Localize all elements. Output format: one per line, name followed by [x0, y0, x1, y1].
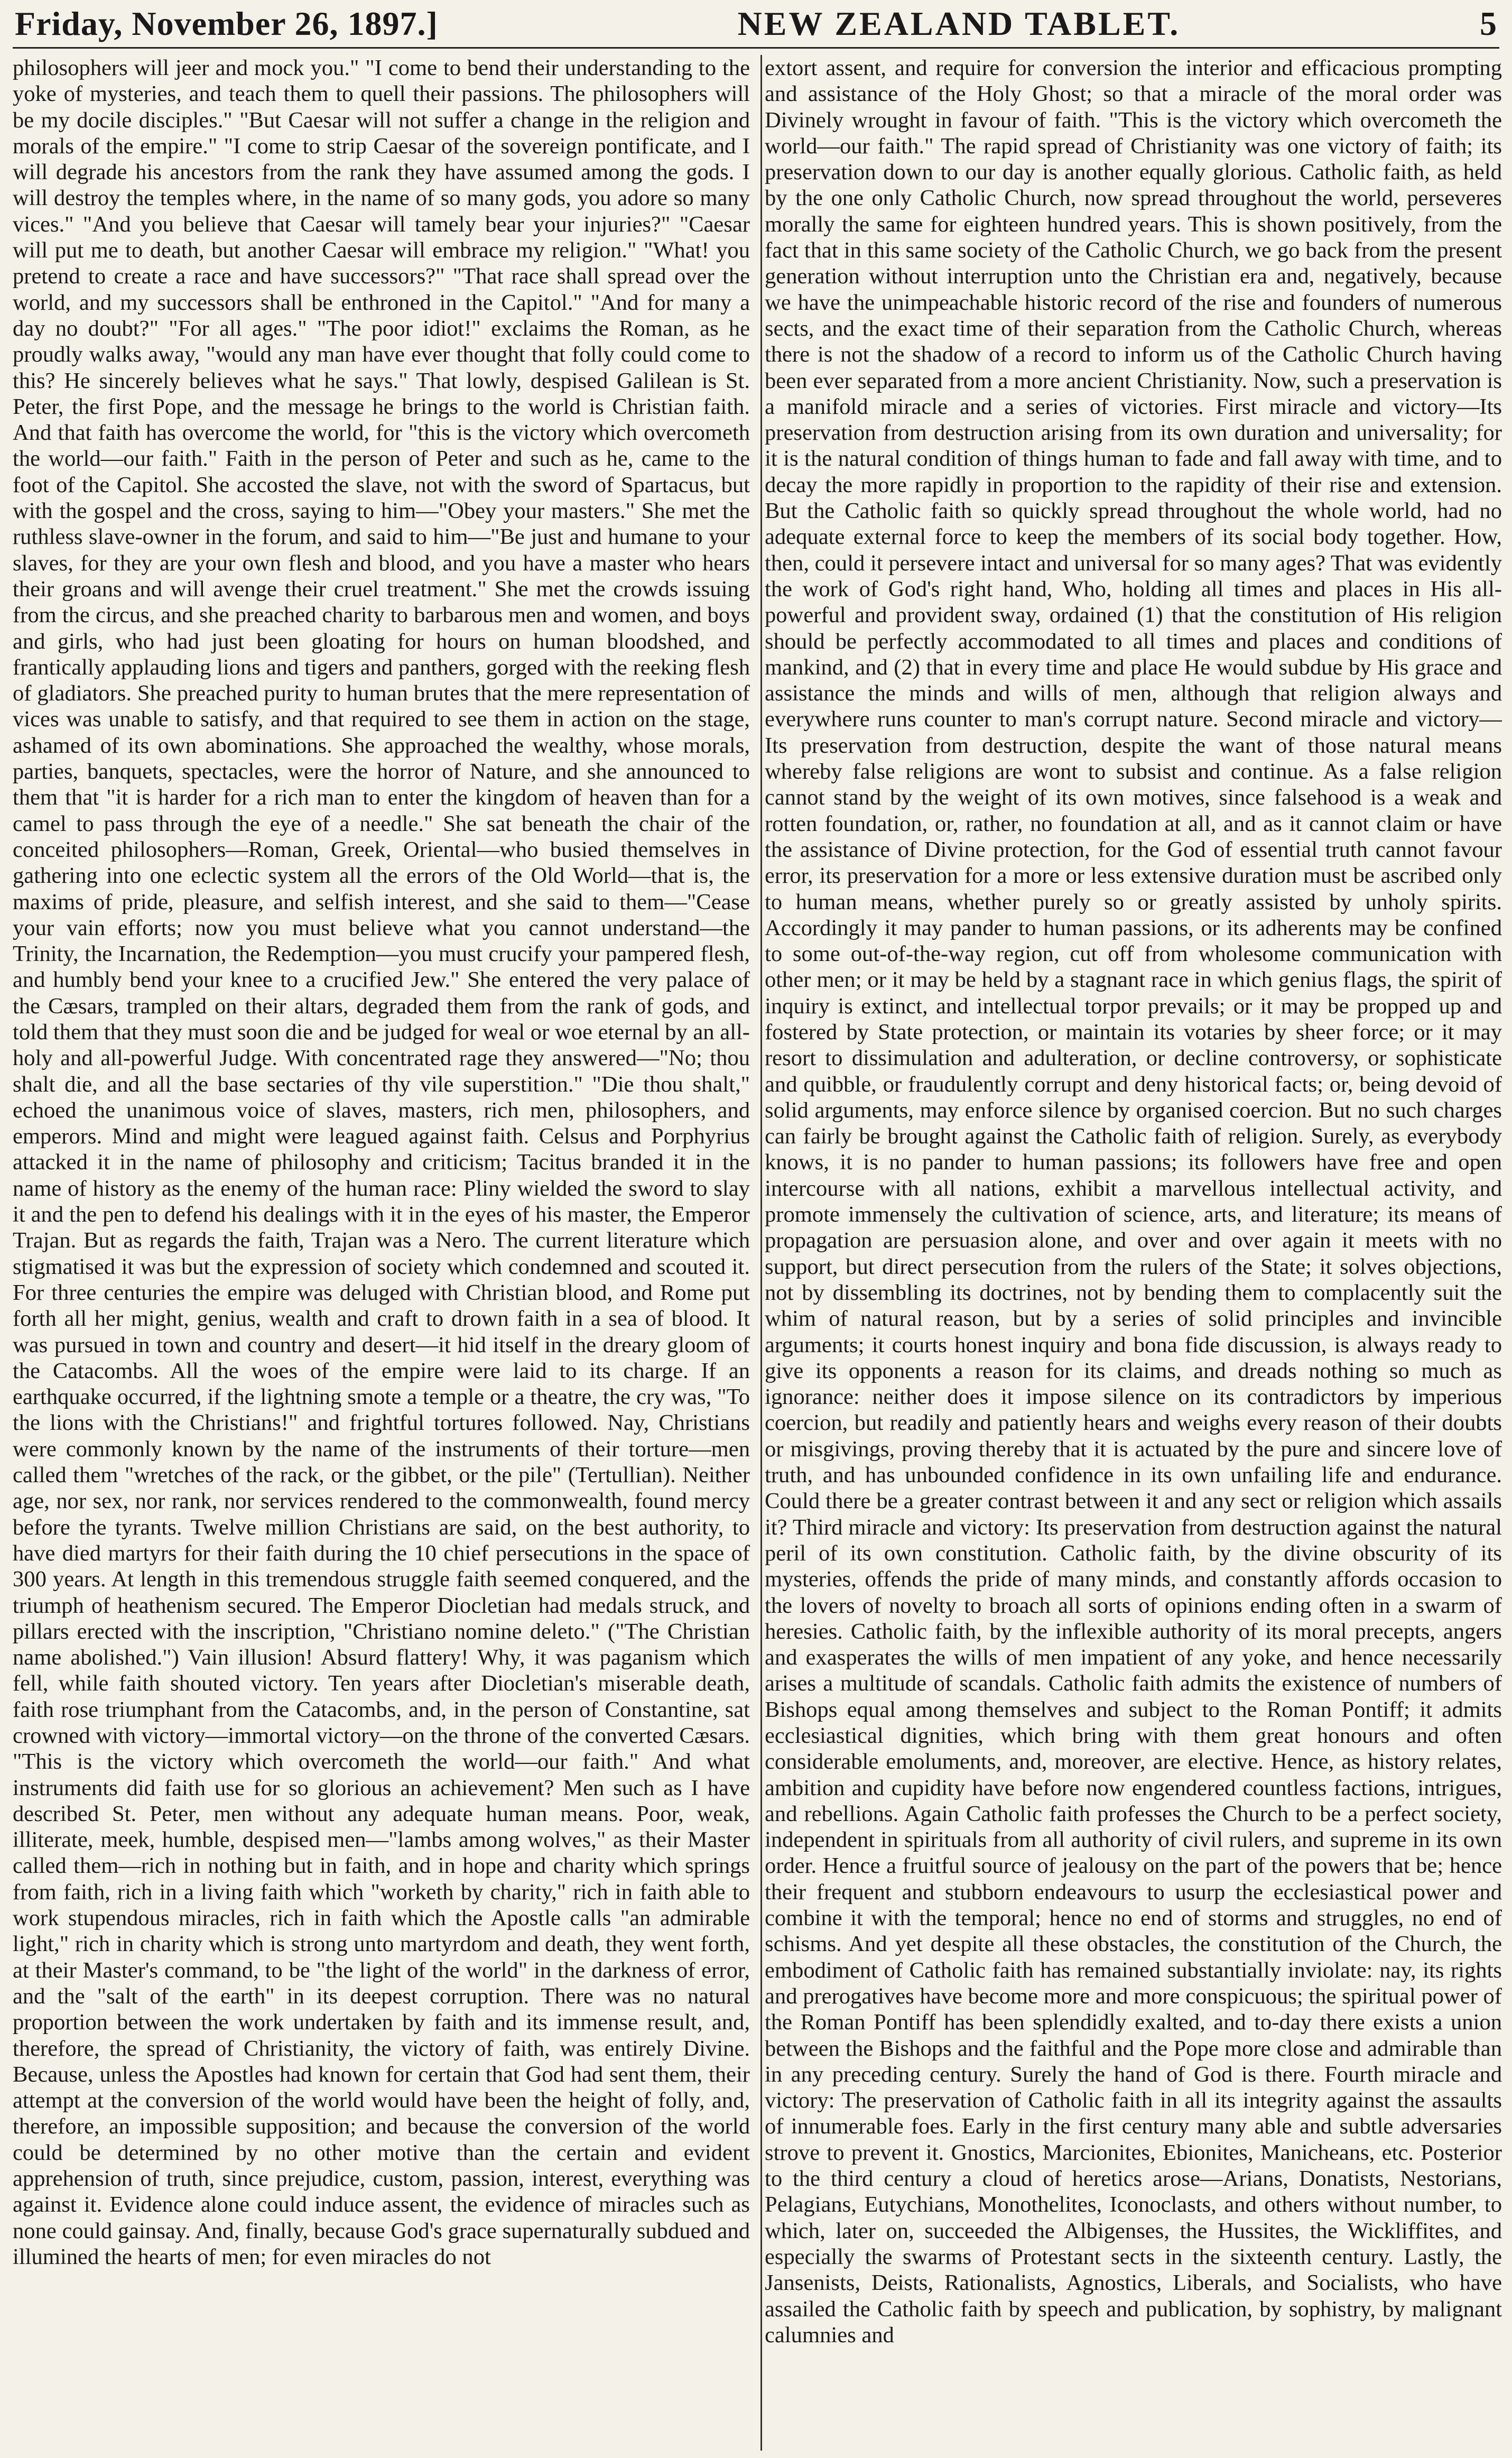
issue-date: Friday, November 26, 1897.]: [15, 4, 438, 42]
left-column-text: philosophers will jeer and mock you." "I come to bend their understanding to the yoke of mysteries, and teach them to quell their passions. The philosophers will be my docile disciples." "But Caesar will not suffer a change in the religion and morals of the empire." "I come to strip Caesar of the sovereign pontificate, and I will degrade his ancestors from the rank they have assumed among the gods. I will destroy the temples where, in the name of so many gods, you adore so many vices." "And you believe that Caesar will tamely bear your injuries?" "Caesar will put me to death, but another Caesar will embrace my religion." "What! you pretend to create a race and have successors?" "That race shall spread over the world, and my successors shall be enthroned in the Capitol." "And for many a day no doubt?" "For all ages." "The poor idiot!" exclaims the Roman, as he proudly walks away, "would any man have ever thought that folly could come to this? He sincerely believes what he says." That lowly, despised Galilean is St. Peter, the first Pope, and the message he brings to the world is Christian faith. And that faith has overcome the world, for "this is the victory which overcometh the world—our faith." Faith in the person of Peter and such as he, came to the foot of the Capitol. She accosted the slave, not with the sword of Spartacus, but with the gospel and the cross, saying to him—"Obey your masters." She met the ruthless slave-owner in the forum, and said to him—"Be just and humane to your slaves, for they are your own flesh and blood, and you have a master who hears their groans and will avenge their cruel treatment." She met the crowds issuing from the circus, and she preached charity to barbarous men and women, and boys and girls, who had just been gloating for hours on human bloodshed, and frantically applauding lions and tigers and panthers, gorged with the reeking flesh of gladiators. She preached purity to human brutes that the mere representation of vices was unable to satisfy, and that required to see them in action on the stage, ashamed of its own abominations. She approached the wealthy, whose morals, parties, banquets, spectacles, were the horror of Nature, and she announced to them that "it is harder for a rich man to enter the kingdom of heaven than for a camel to pass through the eye of a needle." She sat beneath the chair of the conceited philosophers—Roman, Greek, Oriental—who busied themselves in gathering into one eclectic system all the errors of the Old World—that is, the maxims of pride, pleasure, and selfish interest, and she said to them—"Cease your vain efforts; now you must believe what you cannot understand—the Trinity, the Incarnation, the Redemption—you must crucify your pampered flesh, and humbly bend your knee to a crucified Jew." She entered the very palace of the Cæsars, trampled on their altars, degraded them from the rank of gods, and told them that they must soon die and be judged for weal or woe eternal by an all-holy and all-powerful Judge. With concentrated rage they answered—"No; thou shalt die, and all the base sectaries of thy vile superstition." "Die thou shalt," echoed the unanimous voice of slaves, masters, rich men, philosophers, and emperors. Mind and might were leagued against faith. Celsus and Porphyrius attacked it in the name of philosophy and criticism; Tacitus branded it in the name of history as the enemy of the human race: Pliny wielded the sword to slay it and the pen to defend his dealings with it in the eyes of his master, the Emperor Trajan. But as regards the faith, Trajan was a Nero. The current literature which stigmatised it was but the expression of society which condemned and scouted it. For three centuries the empire was deluged with Christian blood, and Rome put forth all her might, genius, wealth and craft to drown faith in a sea of blood. It was pursued in town and country and desert—it hid itself in the dreary gloom of the Catacombs. All the woes of the empire were laid to its charge. If an earthquake occurred, if the lightning smote a temple or a theatre, the cry was, "To the lions with the Christians!" and frightful tortures followed. Nay, Christians were commonly known by the name of the instruments of their torture—men called them "wretches of the rack, or the gibbet, or the pile" (Tertullian). Neither age, nor sex, nor rank, nor services rendered to the commonwealth, found mercy before the tyrants. Twelve million Christians are said, on the best authority, to have died martyrs for their faith during the 10 chief persecutions in the space of 300 years. At length in this tremendous struggle faith seemed conquered, and the triumph of heathenism secured. The Emperor Diocletian had medals struck, and pillars erected with the inscription, "Christiano nomine deleto." ("The Christian name abolished.") Vain illusion! Absurd flattery! Why, it was paganism which fell, while faith shouted victory. Ten years after Diocletian's miserable death, faith rose triumphant from the Catacombs, and, in the person of Constantine, sat crowned with victory—immortal victory—on the throne of the converted Cæsars. "This is the victory which overcometh the world—our faith." And what instruments did faith use for so glorious an achievement? Men such as I have described St. Peter, men without any adequate human means. Poor, weak, illiterate, meek, humble, despised men—"lambs among wolves," as their Master called them—rich in nothing but in faith, and in hope and charity which springs from faith, rich in a living faith which "worketh by charity," rich in faith able to work stupendous miracles, rich in faith which the Apostle calls "an admirable light," rich in charity which is strong unto martyrdom and death, they went forth, at their Master's command, to be "the light of the world" in the darkness of error, and the "salt of the earth" in its deepest corruption. There was no natural proportion between the work undertaken by faith and its immense result, and, therefore, the spread of Christianity, the victory of faith, was entirely Divine. Because, unless the Apostles had known for certain that God had sent them, their attempt at the conversion of the world would have been the height of folly, and, therefore, an impossible supposition; and because the conversion of the world could be determined by no other motive than the certain and evident apprehension of truth, since prejudice, custom, passion, interest, everything was against it. Evidence alone could induce assent, the evidence of miracles such as none could gainsay. And, finally, because God's grace supernaturally subdued and illumined the hearts of men; for even miracles do not: [13, 56, 750, 2269]
left-column: [13, 55, 750, 2448]
newspaper-title: NEW ZEALAND TABLET.: [737, 4, 1181, 42]
column-divider: [760, 55, 762, 2451]
right-column-text: extort assent, and require for conversion the interior and efficacious prompting and assistance of the Holy Ghost; so that a miracle of the moral order was Divinely wrought in favour of faith. "This is the victory which overcometh the world—our faith." The rapid spread of Christianity was one victory of faith; its preservation down to our day is another equally glorious. Catholic faith, as held by the one only Catholic Church, now spread throughout the world, perseveres morally the same for eighteen hundred years. This is shown positively, from the fact that in this same society of the Catholic Church, we go back from the present generation without interruption unto the Christian era and, negatively, because we have the unimpeachable historic record of the rise and founders of numerous sects, and the exact time of their separation from the Catholic Church, whereas there is not the shadow of a record to inform us of the Catholic Church having been ever separated from a more ancient Christianity. Now, such a preservation is a manifold miracle and a series of victories. First miracle and victory—Its preservation from destruction arising from its own duration and universality; for it is the natural condition of things human to fade and fall away with time, and to decay the more rapidly in proportion to the rapidity of their rise and extension. But the Catholic faith so quickly spread throughout the whole world, had no adequate external force to keep the members of its social body together. How, then, could it persevere intact and universal for so many ages? That was evidently the work of God's right hand, Who, holding all times and places in His all-powerful and provident sway, ordained (1) that the constitution of His religion should be perfectly accommodated to all times and places and conditions of mankind, and (2) that in every time and place He would subdue by His grace and assistance the minds and wills of men, although that religion always and everywhere runs counter to man's corrupt nature. Second miracle and victory—Its preservation from destruction, despite the want of those natural means whereby false religions are wont to subsist and continue. As a false religion cannot stand by the weight of its own motives, since falsehood is a weak and rotten foundation, or, rather, no foundation at all, and as it cannot claim or have the assistance of Divine protection, for the God of essential truth cannot favour error, its preservation for a more or less extensive duration must be ascribed only to human means, whether purely so or greatly assisted by unholy spirits. Accordingly it may pander to human passions, or its adherents may be confined to some out-of-the-way region, cut off from wholesome communication with other men; or it may be held by a stagnant race in which genius flags, the spirit of inquiry is extinct, and intellectual torpor prevails; or it may be propped up and fostered by State protection, or maintain its votaries by sheer force; or it may resort to dissimulation and adulteration, or decline controversy, or sophisticate and quibble, or fraudulently corrupt and deny historical facts; or, being devoid of solid arguments, may enforce silence by organised coercion. But no such charges can fairly be brought against the Catholic faith of religion. Surely, as everybody knows, it is no pander to human passions; its followers have free and open intercourse with all nations, exhibit a marvellous intellectual activity, and promote immensely the cultivation of science, arts, and literature; its means of propagation are persuasion alone, and over and over again it meets with no support, but direct persecution from the rulers of the State; it solves objections, not by dissembling its doctrines, not by bending them to complacently suit the whim of natural reason, but by a series of solid principles and invincible arguments; it courts honest inquiry and bona fide discussion, is always ready to give its opponents a reason for its claims, and dreads nothing so much as ignorance: neither does it impose silence on its contradictors by imperious coercion, but readily and patiently hears and weighs every reason of their doubts or misgivings, proving thereby that it is actuated by the pure and sincere love of truth, and has unbounded confidence in its own unfailing life and endurance. Could there be a greater contrast between it and any sect or religion which assails it? Third miracle and victory: Its preservation from destruction against the natural peril of its own constitution. Catholic faith, by the divine obscurity of its mysteries, offends the pride of many minds, and constantly affords occasion to the lovers of novelty to broach all sorts of opinions ending often in a swarm of heresies. Catholic faith, by the inflexible authority of its moral precepts, angers and exasperates the wills of men impatient of any yoke, and hence necessarily arises a multitude of scandals. Catholic faith admits the existence of numbers of Bishops equal among themselves and subject to the Roman Pontiff; it admits ecclesiastical dignities, which bring with them great honours and often considerable emoluments, and, moreover, are elective. Hence, as history relates, ambition and cupidity have before now engendered countless factions, intrigues, and rebellions. Again Catholic faith professes the Church to be a perfect society, independent in spirituals from all authority of civil rulers, and supreme in its own order. Hence a fruitful source of jealousy on the part of the powers that be; hence their frequent and stubborn endeavours to usurp the ecclesiastical power and combine it with the temporal; hence no end of storms and struggles, no end of schisms. And yet despite all these obstacles, the constitution of the Church, the embodiment of Catholic faith has remained substantially inviolate: nay, its rights and prerogatives have become more and more conspicuous; the spiritual power of the Roman Pontiff has been splendidly exalted, and to-day there exists a union between the Bishops and the faithful and the Pope more close and admirable than in any preceding century. Surely the hand of God is there. Fourth miracle and victory: The preservation of Catholic faith in all its integrity against the assaults of innumerable foes. Early in the first century many able and subtle adversaries strove to prevent it. Gnostics, Marcionites, Ebionites, Manicheans, etc. Posterior to the third century a cloud of heretics arose—Arians, Donatists, Nestorians, Pelagians, Eutychians, Monothelites, Iconoclasts, and others without number, to which, later on, succeeded the Albigenses, the Hussites, the Wickliffites, and especially the swarms of Protestant sects in the sixteenth century. Lastly, the Jansenists, Deists, Rationalists, Agnostics, Liberals, and Socialists, who have assailed the Catholic faith by speech and publication, by sophistry, by malignant calumnies and: [765, 56, 1502, 2348]
page-header: [13, 0, 1499, 49]
right-column: [765, 55, 1502, 2448]
article-columns: [13, 55, 1502, 2451]
page-number: 5: [1480, 4, 1497, 42]
